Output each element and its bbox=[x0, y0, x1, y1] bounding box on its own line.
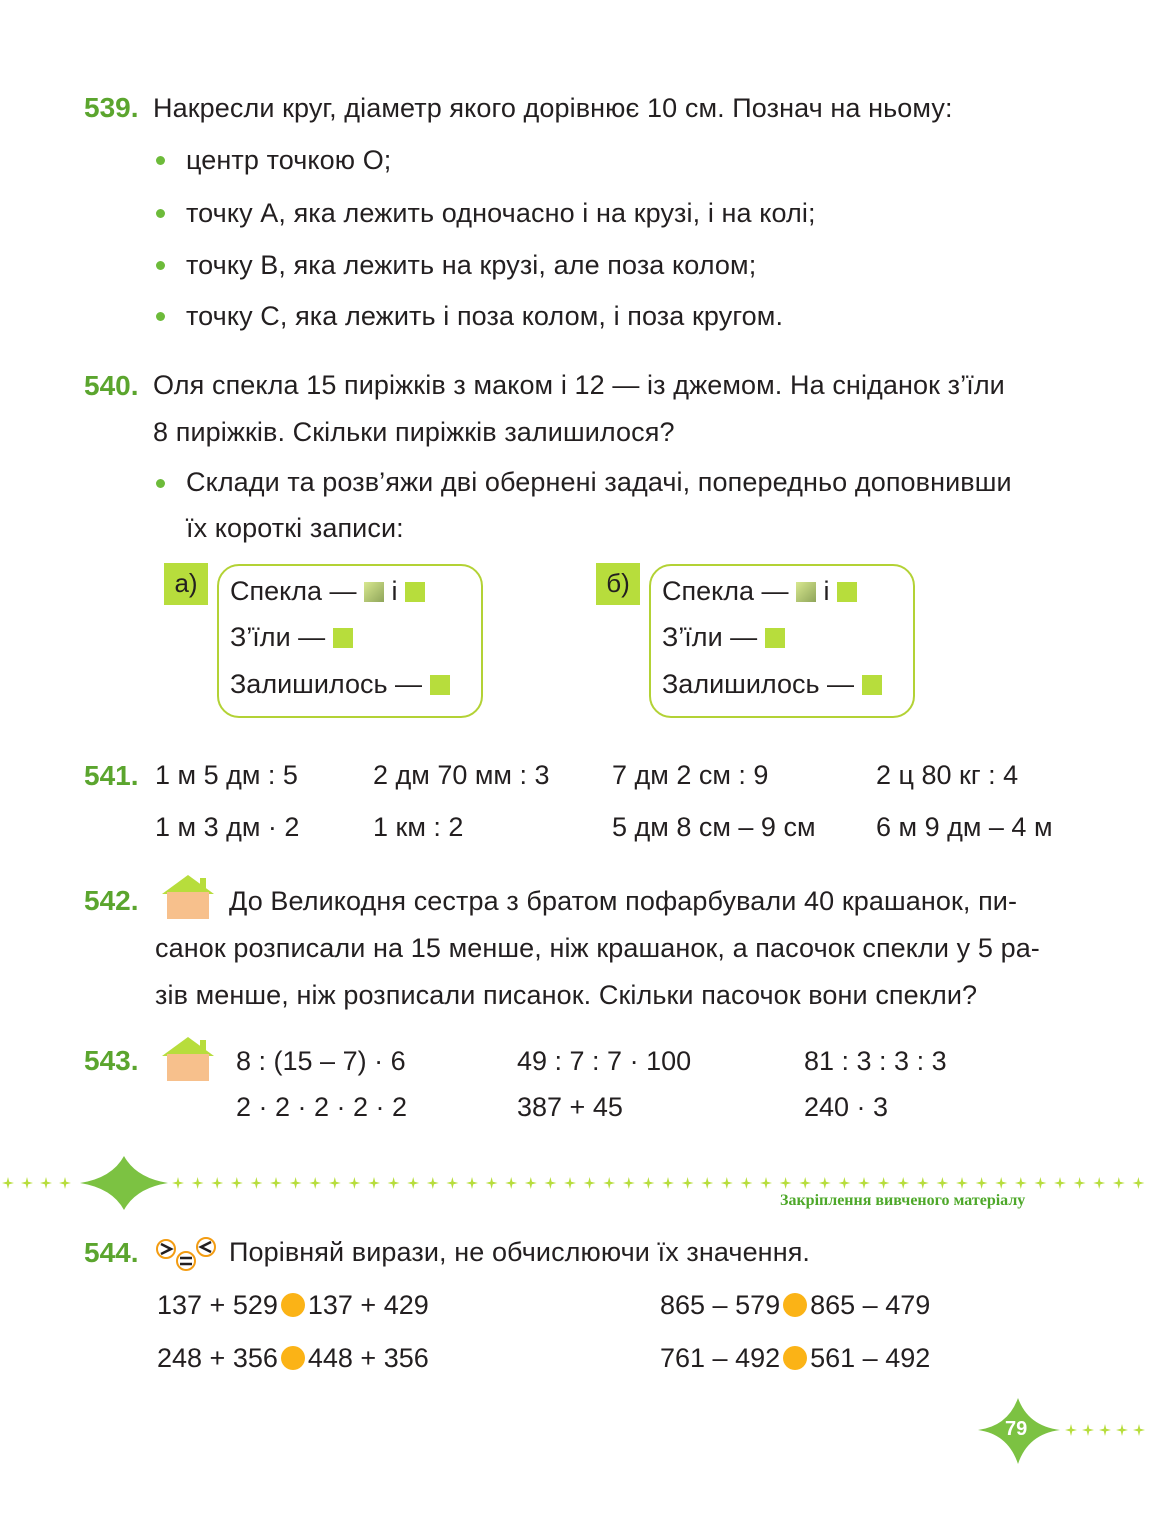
exercise-540-bullet-line-1: Склади та розв’яжи дві обернені задачі, попередньо доповнивши bbox=[186, 467, 1012, 497]
divider-star-icon bbox=[701, 1177, 713, 1189]
bullet-icon bbox=[156, 312, 165, 321]
expression: 1 м 3 дм · 2 bbox=[155, 812, 300, 842]
compare-dot-icon[interactable] bbox=[783, 1293, 807, 1317]
page-number: 79 bbox=[1005, 1418, 1028, 1440]
divider-star-icon bbox=[740, 1177, 752, 1189]
blank-square-icon bbox=[405, 582, 425, 602]
expression: 2 ц 80 кг : 4 bbox=[876, 760, 1019, 790]
divider-star-icon bbox=[564, 1177, 576, 1189]
divider-star-icon bbox=[329, 1177, 341, 1189]
expression: 1 м 5 дм : 5 bbox=[155, 760, 298, 790]
expression: 1 км : 2 bbox=[373, 812, 464, 842]
divider-star-icon bbox=[388, 1177, 400, 1189]
divider-star-icon bbox=[819, 1177, 831, 1189]
bullet-icon bbox=[156, 156, 165, 165]
divider-star-icon bbox=[976, 1177, 988, 1189]
divider-star-icon bbox=[348, 1177, 360, 1189]
divider-star-icon bbox=[799, 1177, 811, 1189]
divider-star-icon bbox=[1065, 1424, 1077, 1436]
exercise-542-line-1: До Великодня сестра з братом пофарбували 40 крашанок, пи- bbox=[229, 886, 1018, 916]
box-b-row-2: З’їли — bbox=[662, 622, 785, 653]
expression: 5 дм 8 см – 9 см bbox=[612, 812, 816, 842]
expression: 2 дм 70 мм : 3 bbox=[373, 760, 550, 790]
divider-star-icon bbox=[1034, 1177, 1046, 1189]
exercise-542-line-3: зів менше, ніж розписали писанок. Скільки пасочок вони спекли? bbox=[155, 980, 978, 1010]
compare-dot-icon[interactable] bbox=[281, 1293, 305, 1317]
box-b-row-1: Спекла — і bbox=[662, 576, 857, 607]
expression: 7 дм 2 см : 9 bbox=[612, 760, 769, 790]
expression: 387 + 45 bbox=[517, 1092, 623, 1122]
divider-star-icon bbox=[584, 1177, 596, 1189]
divider-star-icon bbox=[211, 1177, 223, 1189]
exercise-540-line-2: 8 пиріжків. Скільки пиріжків залишилося? bbox=[153, 417, 675, 447]
comparison-row: 865 – 579 865 – 479 bbox=[660, 1290, 931, 1320]
exercise-542-number: 542. bbox=[84, 885, 139, 916]
comparison-row: 761 – 492 561 – 492 bbox=[660, 1343, 931, 1373]
divider-star-icon bbox=[544, 1177, 556, 1189]
divider-star-icon bbox=[446, 1177, 458, 1189]
exercise-543-number: 543. bbox=[84, 1045, 139, 1076]
divider-star-icon bbox=[270, 1177, 282, 1189]
blank-square-icon bbox=[765, 628, 785, 648]
divider-star-icon bbox=[21, 1177, 33, 1189]
exercise-539-bullet-4: точку C, яка лежить і поза колом, і поза кругом. bbox=[186, 301, 784, 331]
exercise-544-text: Порівняй вирази, не обчислюючи їх значення. bbox=[229, 1237, 811, 1267]
bullet-icon bbox=[156, 479, 165, 488]
section-title: Закріплення вивченого матеріалу bbox=[780, 1192, 1026, 1209]
box-a-row-2: З’їли — bbox=[230, 622, 353, 653]
divider-star-icon bbox=[427, 1177, 439, 1189]
divider-star-icon bbox=[59, 1177, 71, 1189]
expression: 8 : (15 – 7) · 6 bbox=[236, 1046, 406, 1076]
compare-signs-icon bbox=[156, 1233, 218, 1273]
exercise-539-number: 539. bbox=[84, 92, 139, 123]
expression: 2 · 2 · 2 · 2 · 2 bbox=[236, 1092, 408, 1122]
divider-star-icon bbox=[662, 1177, 674, 1189]
divider-star-icon bbox=[897, 1177, 909, 1189]
divider-star-icon bbox=[309, 1177, 321, 1189]
divider-star-icon bbox=[721, 1177, 733, 1189]
blank-square-icon bbox=[837, 582, 857, 602]
bullet-icon bbox=[156, 209, 165, 218]
expression: 49 : 7 : 7 · 100 bbox=[517, 1046, 692, 1076]
divider-star-icon bbox=[623, 1177, 635, 1189]
comparison-row: 137 + 529 137 + 429 bbox=[157, 1290, 429, 1320]
divider-star-icon bbox=[486, 1177, 498, 1189]
expression: 6 м 9 дм – 4 м bbox=[876, 812, 1053, 842]
divider-star-icon bbox=[936, 1177, 948, 1189]
divider-star-icon bbox=[466, 1177, 478, 1189]
divider-star-icon bbox=[192, 1177, 204, 1189]
short-record-box-a bbox=[217, 564, 483, 718]
house-icon bbox=[160, 1034, 216, 1082]
divider-star-icon bbox=[603, 1177, 615, 1189]
divider-star-icon bbox=[2, 1177, 14, 1189]
divider-star-icon bbox=[1132, 1177, 1144, 1189]
divider-star-icon bbox=[1082, 1424, 1094, 1436]
divider-star-icon bbox=[1093, 1177, 1105, 1189]
exercise-541-number: 541. bbox=[84, 760, 139, 791]
divider-star-icon bbox=[1074, 1177, 1086, 1189]
divider-star-icon bbox=[1133, 1424, 1145, 1436]
blank-square-icon bbox=[430, 675, 450, 695]
box-b-row-3: Залишилось — bbox=[662, 669, 882, 700]
divider-star-icon bbox=[525, 1177, 537, 1189]
exercise-544-number: 544. bbox=[84, 1237, 139, 1268]
bullet-icon bbox=[156, 261, 165, 270]
short-record-box-b bbox=[649, 564, 915, 718]
exercise-540-number: 540. bbox=[84, 370, 139, 401]
box-b-tag: б) bbox=[596, 563, 640, 605]
blank-square-icon bbox=[364, 582, 384, 602]
expression: 240 · 3 bbox=[804, 1092, 889, 1122]
exercise-540-line-1: Оля спекла 15 пиріжків з маком і 12 — із джемом. На сніданок з’їли bbox=[153, 370, 1005, 400]
blank-square-icon bbox=[333, 628, 353, 648]
divider-star-icon bbox=[231, 1177, 243, 1189]
box-a-row-3: Залишилось — bbox=[230, 669, 450, 700]
exercise-542-line-2: санок розписали на 15 менше, ніж крашанок, а пасочок спекли у 5 ра- bbox=[155, 933, 1040, 963]
divider-star-icon bbox=[682, 1177, 694, 1189]
divider-star-icon bbox=[995, 1177, 1007, 1189]
house-icon bbox=[160, 872, 216, 920]
expression: 81 : 3 : 3 : 3 bbox=[804, 1046, 947, 1076]
exercise-539-bullet-3: точку B, яка лежить на крузі, але поза колом; bbox=[186, 250, 757, 280]
divider-star-icon bbox=[1054, 1177, 1066, 1189]
divider-star-icon bbox=[172, 1177, 184, 1189]
exercise-540-bullet-line-2: їх короткі записи: bbox=[186, 513, 404, 543]
divider-star-icon bbox=[1015, 1177, 1027, 1189]
compare-dot-icon[interactable] bbox=[281, 1346, 305, 1370]
divider-star-icon bbox=[780, 1177, 792, 1189]
divider-star-icon bbox=[917, 1177, 929, 1189]
exercise-539-bullet-2: точку A, яка лежить одночасно і на крузі, і на колі; bbox=[186, 198, 816, 228]
blank-square-icon bbox=[862, 675, 882, 695]
divider-star-icon bbox=[1113, 1177, 1125, 1189]
divider-star-icon bbox=[290, 1177, 302, 1189]
divider-star-icon bbox=[1099, 1424, 1111, 1436]
divider-star-icon bbox=[407, 1177, 419, 1189]
blank-square-icon bbox=[796, 582, 816, 602]
box-a-tag: а) bbox=[164, 563, 208, 605]
divider-star-icon bbox=[838, 1177, 850, 1189]
divider-star-icon bbox=[1116, 1424, 1128, 1436]
divider-star-icon bbox=[878, 1177, 890, 1189]
comparison-row: 248 + 356 448 + 356 bbox=[157, 1343, 429, 1373]
divider-star-icon bbox=[642, 1177, 654, 1189]
divider-star-icon bbox=[760, 1177, 772, 1189]
divider-star-icon bbox=[368, 1177, 380, 1189]
divider-star-icon bbox=[505, 1177, 517, 1189]
exercise-539-bullet-1: центр точкою O; bbox=[186, 145, 392, 175]
divider-star-icon bbox=[250, 1177, 262, 1189]
box-a-row-1: Спекла — і bbox=[230, 576, 425, 607]
divider-star-icon bbox=[956, 1177, 968, 1189]
exercise-539-text: Накресли круг, діаметр якого дорівнює 10 см. Познач на ньому: bbox=[153, 93, 953, 123]
page-number-badge bbox=[976, 1392, 1160, 1472]
compare-dot-icon[interactable] bbox=[783, 1346, 807, 1370]
divider-star-icon bbox=[858, 1177, 870, 1189]
divider-star-icon bbox=[40, 1177, 52, 1189]
